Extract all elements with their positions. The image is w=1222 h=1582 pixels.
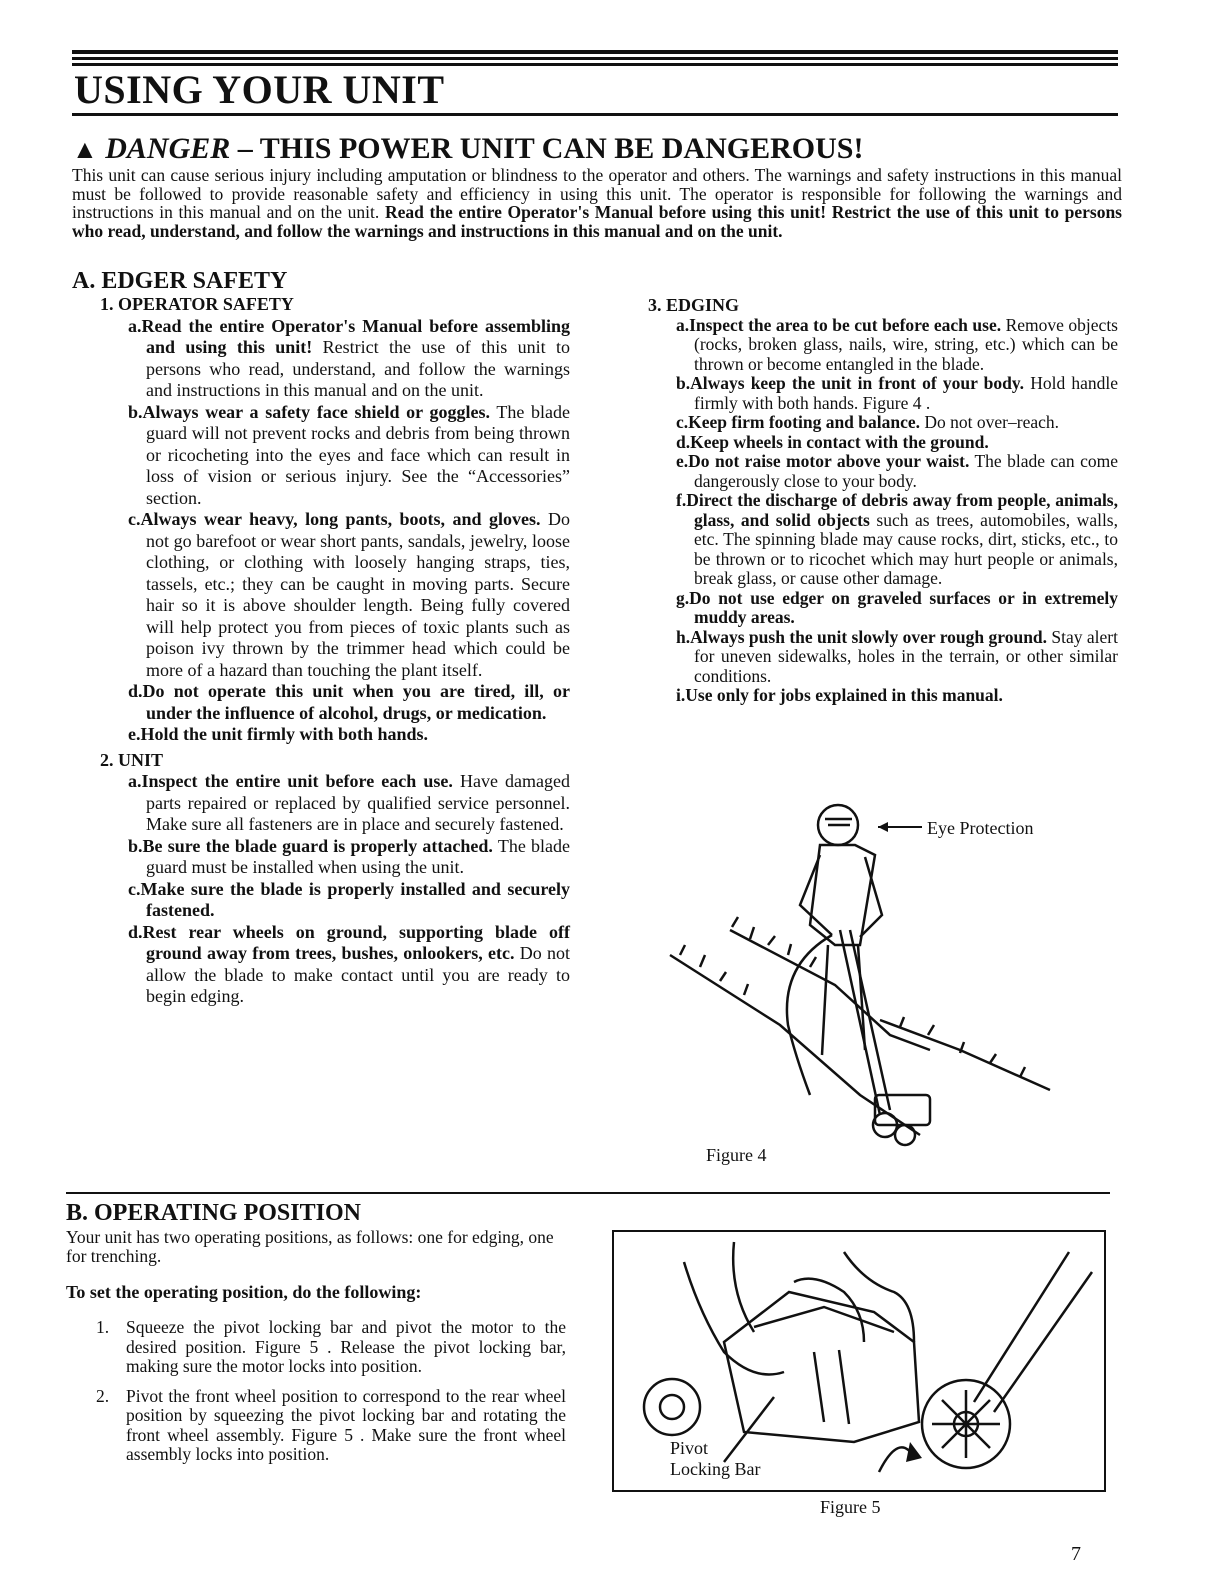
unit-list: [128, 771, 570, 1008]
page-number: 7: [1071, 1543, 1081, 1565]
section-b-title: B. OPERATING POSITION: [66, 1200, 361, 1226]
section-b-subheading: To set the operating position, do the following:: [66, 1282, 422, 1302]
pivot-label-line1: Pivot: [670, 1438, 709, 1458]
list-item: d.Do not operate this unit when you are tired, ill, or under the influence of alcohol, drugs, or medication.: [128, 681, 570, 723]
list-item: f.Direct the discharge of debris away from people, animals, glass, and solid objects such as trees, automobiles, walls, etc. The spinning blade may cause rocks, dirt, sticks, etc., to be thrown or to ricochet which may hurt people or animals, break glass, or cause other damage.: [676, 490, 1118, 588]
edging-heading: 3. EDGING: [648, 295, 740, 315]
figure-4-caption: Figure 4: [706, 1145, 767, 1165]
list-item: b.Be sure the blade guard is properly attached. The blade guard must be installed when using the unit.: [128, 835, 571, 877]
list-item: d.Rest rear wheels on ground, supporting blade off ground away from trees, bushes, onlookers, etc. Do not allow the blade to make contact until you are ready to begin edging.: [128, 921, 570, 1006]
operating-steps: [96, 1318, 566, 1475]
page-title: USING YOUR UNIT: [74, 67, 445, 112]
list-item: e.Do not raise motor above your waist. The blade can come dangerously close to your body.: [676, 451, 1118, 491]
danger-heading: [72, 132, 863, 166]
danger-intro: [72, 166, 1122, 240]
list-item: 2. Pivot the front wheel position to correspond to the rear wheel position by squeezing the pivot locking bar and rotating the front wheel assembly. Figure 5 . Make sure the front wheel assembly locks into position.: [96, 1385, 566, 1464]
figure-4-illustration: [660, 795, 1080, 1155]
list-item: e.Hold the unit firmly with both hands.: [128, 724, 429, 744]
operator-safety-list: [128, 316, 570, 746]
list-item: b.Always keep the unit in front of your body. Hold handle firmly with both hands. Figure 4 .: [676, 373, 1118, 413]
edging-list: [676, 316, 1118, 706]
danger-dash: –: [237, 132, 253, 165]
list-item: c.Keep firm footing and balance. Do not over–reach.: [676, 412, 1060, 432]
header-rule-top-2: [72, 57, 1118, 60]
list-item: d.Keep wheels in contact with the ground.: [676, 431, 989, 452]
eye-protection-callout: Eye Protection: [927, 818, 1034, 838]
danger-word: DANGER: [105, 132, 231, 165]
left-column: [100, 294, 570, 1008]
right-column: [648, 296, 1118, 706]
section-a-title: A. EDGER SAFETY: [72, 268, 288, 294]
list-item: c.Make sure the blade is properly installed and securely fastened.: [128, 878, 570, 920]
list-item: h.Always push the unit slowly over rough ground. Stay alert for uneven sidewalks, holes in the terrain, or other similar conditions.: [676, 626, 1118, 686]
danger-intro-text: This unit can cause serious injury including amputation or blindness to the operator and others. The warnings and safety instructions in this manual must be followed to provide reasonable safety and efficiency in using this unit. The operator is responsible for following the warnings and instructions in this manual and on the unit.: [72, 165, 1122, 222]
list-item: a.Inspect the entire unit before each use. Have damaged parts repaired or replaced by qualified service personnel. Make sure all fasteners are in place and securely fastened.: [128, 771, 570, 834]
list-item: b.Always wear a safety face shield or goggles. The blade guard will not prevent rocks and debris from being thrown or ricocheting into the eyes and face which can result in loss of vision or serious injury. See the “Accessories” section.: [128, 401, 570, 508]
pivot-locking-bar-label: [670, 1438, 760, 1480]
danger-headline: THIS POWER UNIT CAN BE DANGEROUS!: [259, 132, 864, 165]
list-item: a.Inspect the area to be cut before each use. Remove objects (rocks, broken glass, nails, wire, string, etc.) which can be thrown or become entangled in the blade.: [676, 314, 1118, 374]
list-item: g.Do not use edger on graveled surfaces or in extremely muddy areas.: [676, 587, 1118, 627]
header-rule-bottom: [72, 113, 1118, 116]
operator-safety-heading: 1. OPERATOR SAFETY: [100, 294, 294, 314]
warning-triangle-icon: ▲: [72, 135, 98, 164]
unit-heading: 2. UNIT: [100, 749, 164, 770]
danger-intro-bold: Read the entire Operator's Manual before using this unit! Restrict the use of this unit to persons who read, understand, and follow the warnings and instructions in this manual and on the unit.: [72, 202, 1122, 241]
header-rule-top-1: [72, 50, 1118, 54]
pivot-label-line2: Locking Bar: [670, 1459, 761, 1479]
list-item: i.Use only for jobs explained in this manual.: [676, 685, 1003, 705]
section-b-intro: Your unit has two operating positions, as follows: one for edging, one for trenching.: [66, 1227, 554, 1266]
list-item: 1. Squeeze the pivot locking bar and pivot the motor to the desired position. Figure 5 . Release the pivot locking bar, making sure the motor locks into position.: [96, 1317, 566, 1376]
list-item: a.Read the entire Operator's Manual before assembling and using this unit! Restrict the use of this unit to persons who read, understand, and follow the warnings and instructions in this manual and on the unit.: [128, 315, 570, 400]
section-b-rule: [66, 1192, 1110, 1194]
figure-5-caption: Figure 5: [820, 1497, 881, 1517]
list-item: c.Always wear heavy, long pants, boots, and gloves. Do not go barefoot or wear short pants, sandals, jewelry, loose clothing, or clothing with loosely hanging straps, ties, tassels, etc.; they can be caught in moving parts. Secure hair so it is above shoulder length. Being fully covered will help protect you from pieces of toxic plants such as poison ivy thrown by the trimmer head which could be more of a hazard than touching the plant itself.: [128, 509, 571, 680]
